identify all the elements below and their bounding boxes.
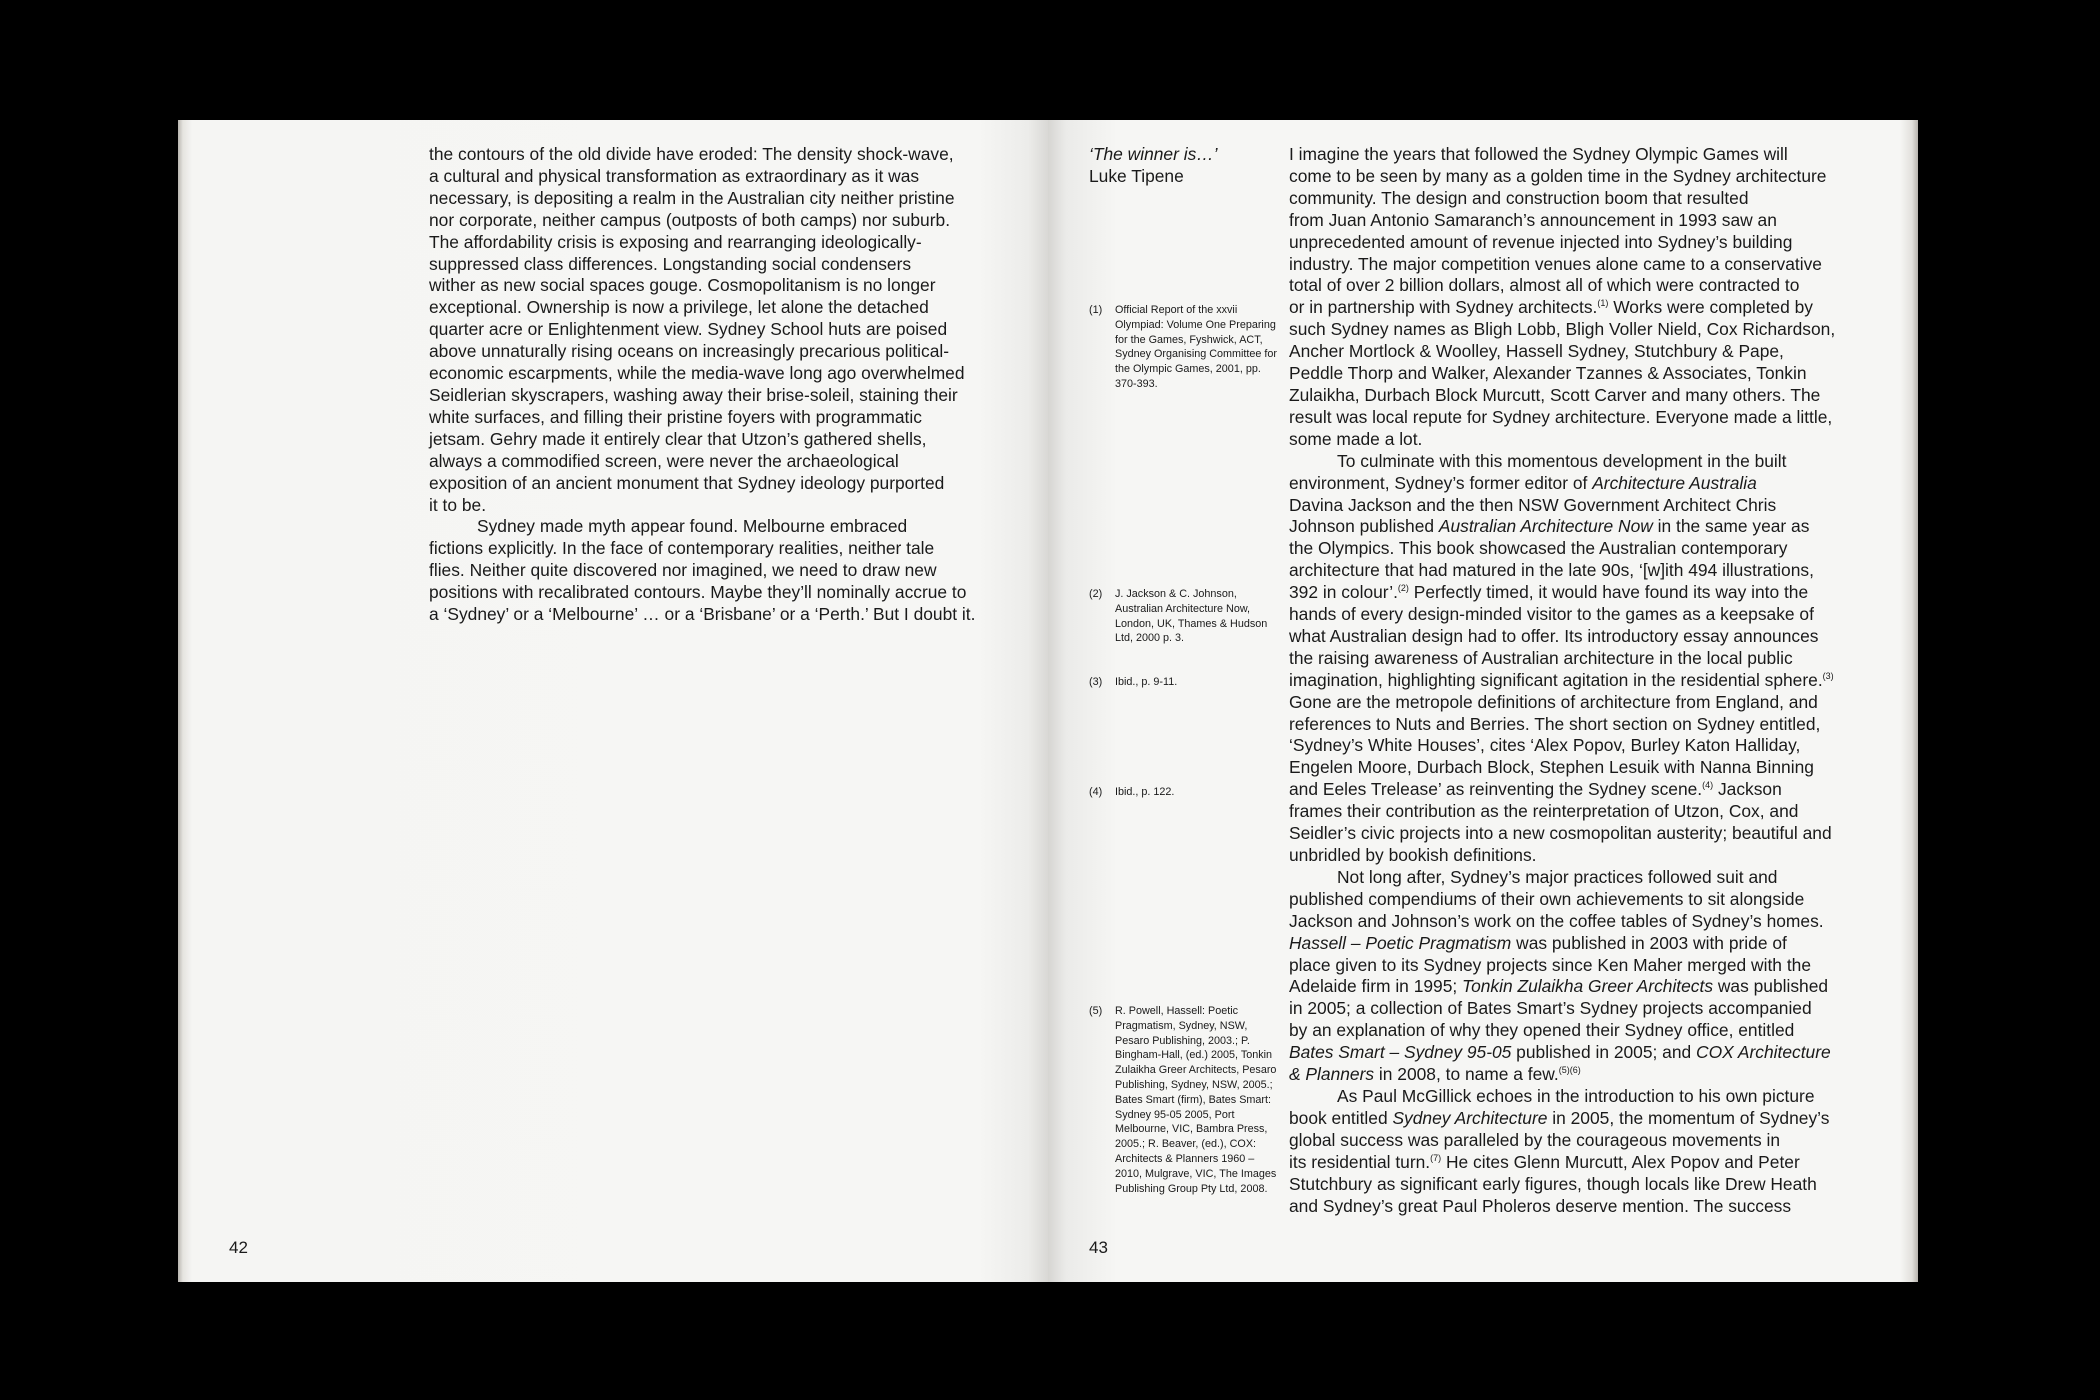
text-line: Peddle Thorp and Walker, Alexander Tzannes & Associates, Tonkin (1289, 363, 1807, 384)
footnote (1089, 675, 1279, 690)
text-line: As Paul McGillick echoes in the introduction to his own picture (1337, 1085, 1815, 1106)
text-line: the contours of the old divide have eroded: The density shock-wave, (429, 144, 954, 164)
text-line: flies. Neither quite discovered nor imagined, we need to draw new (429, 560, 937, 581)
footnote-number: (5) (1089, 1005, 1103, 1017)
text-line: Davina Jackson and the then NSW Government Architect Chris (1289, 494, 1777, 515)
text-line: Seidler’s civic projects into a new cosmopolitan austerity; beautiful and (1289, 823, 1832, 844)
footnote-number: (3) (1089, 676, 1103, 688)
essay-author: Luke Tipene (1089, 165, 1184, 186)
text-line: the Olympics. This book showcased the Australian contemporary (1289, 538, 1788, 559)
text-line: architecture that had matured in the late 90s, ‘[w]ith 494 illustrations, (1289, 560, 1814, 581)
text-line: total of over 2 billion dollars, almost all of which were contracted to (1289, 275, 1800, 296)
text-line: come to be seen by many as a golden time in the Sydney architecture (1289, 165, 1827, 186)
text-line: place given to its Sydney projects since Ken Maher merged with the (1289, 954, 1811, 975)
footnote-text: Official Report of the xxvii Olympiad: Volume One Preparing for the Games, Fyshwick, ACT, Sydney Organising Committee for the Olympic Games, 2001, pp. 370-393. (1115, 304, 1278, 390)
text-line: & Planners in 2008, to name a few.$^{(5)(6)}$ (1289, 1064, 1581, 1085)
page-number-left: 42 (229, 1238, 248, 1257)
text-line: industry. The major competition venues alone came to a conservative (1289, 253, 1822, 274)
footnote (1089, 303, 1279, 392)
footnote-text: Ibid., p. 9-11. (1115, 676, 1178, 688)
text-line: published compendiums of their own achievements to sit alongside (1289, 888, 1805, 909)
text-line: Hassell – Poetic Pragmatism was published in 2003 with pride of (1289, 932, 1787, 953)
text-line: Not long after, Sydney’s major practices followed suit and (1337, 866, 1778, 887)
text-line: Ancher Mortlock & Woolley, Hassell Sydney, Stutchbury & Pape, (1289, 341, 1784, 362)
footnote-ref: (2) (1397, 583, 1409, 594)
text-line: 392 in colour’.$^{(2)}$ Perfectly timed, it would have found its way into the (1289, 582, 1809, 603)
text-line: nor corporate, neither campus (outposts of both camps) nor suburb. (429, 209, 951, 230)
text-line: quarter acre or Enlightenment view. Sydney School huts are poised (429, 319, 948, 340)
text-line: environment, Sydney’s former editor of Architecture Australia (1289, 472, 1757, 493)
text-line: what Australian design had to offer. Its introductory essay announces (1289, 625, 1819, 646)
footnote-number: (1) (1089, 304, 1103, 316)
footnote-number: (2) (1089, 588, 1103, 600)
text-line: such Sydney names as Bligh Lobb, Bligh Voller Nield, Cox Richardson, (1289, 319, 1836, 340)
text-line: or in partnership with Sydney architects.$^{(1)}$ Works were completed by (1289, 297, 1813, 318)
text-line: exposition of an ancient monument that Sydney ideology purported (429, 472, 945, 493)
text-line: book entitled Sydney Architecture in 2005, the momentum of Sydney’s (1289, 1107, 1830, 1128)
footnote-text: R. Powell, Hassell: Poetic Pragmatism, Sydney, NSW, Pesaro Publishing, 2003.; P. Bingham-Hall, (ed.) 2005, Tonkin Zulaikha Greer Architects, Pesaro Publishing, Sydney, NSW, 2005.; Bates Smart (firm), Bates Smart: Sydney 95-05 2005, Port Melbourne, VIC, Bambra Press, 2005.; R. Beaver, (ed.), COX: Architects & Planners 1960 – 2010, Mulgrave, VIC, The Images Publishing Group Pty Ltd, 2008. (1115, 1005, 1277, 1195)
footnote-ref: (7) (1430, 1152, 1442, 1163)
text-line: a ‘Sydney’ or a ‘Melbourne’ … or a ‘Brisbane’ or a ‘Perth.’ But I doubt it. (429, 604, 976, 625)
text-line: ‘Sydney’s White Houses’, cites ‘Alex Popov, Burley Katon Halliday, (1289, 735, 1801, 756)
essay-heading (1089, 144, 1269, 188)
text-line: Jackson and Johnson’s work on the coffee tables of Sydney’s homes. (1289, 910, 1824, 931)
text-line: hands of every design-minded visitor to the games as a keepsake of (1289, 604, 1814, 625)
text-line: I imagine the years that followed the Sydney Olympic Games will (1289, 144, 1788, 164)
text-line: Seidlerian skyscrapers, washing away their brise-soleil, staining their (429, 384, 958, 405)
footnote-ref: (3) (1822, 670, 1834, 681)
text-line: it to be. (429, 494, 487, 515)
text-line: Johnson published Australian Architecture Now in the same year as (1289, 516, 1810, 537)
text-line: its residential turn.$^{(7)}$ He cites Glenn Murcutt, Alex Popov and Peter (1289, 1151, 1800, 1172)
text-line: references to Nuts and Berries. The short section on Sydney entitled, (1289, 713, 1821, 734)
text-line: community. The design and construction boom that resulted (1289, 187, 1749, 208)
footnote (1089, 587, 1279, 646)
text-line: exceptional. Ownership is now a privilege, let alone the detached (429, 297, 929, 318)
text-line: above unnaturally rising oceans on increasingly precarious political- (429, 341, 950, 362)
text-line: the raising awareness of Australian architecture in the local public (1289, 647, 1793, 668)
footnote-ref: (5)(6) (1558, 1065, 1581, 1076)
text-line: global success was paralleled by the courageous movements in (1289, 1129, 1781, 1150)
text-line: Engelen Moore, Durbach Block, Stephen Lesuik with Nanna Binning (1289, 757, 1814, 778)
text-line: imagination, highlighting significant agitation in the residential sphere.$^{(3)}$ (1289, 669, 1834, 690)
text-line: positions with recalibrated contours. Maybe they’ll nominally accrue to (429, 582, 967, 603)
text-line: suppressed class differences. Longstanding social condensers (429, 253, 912, 274)
text-line: frames their contribution as the reinterpretation of Utzon, Cox, and (1289, 801, 1799, 822)
text-line: Sydney made myth appear found. Melbourne embraced (477, 516, 908, 537)
text-line: and Eeles Trelease’ as reinventing the Sydney scene.$^{(4)}$ Jackson (1289, 779, 1782, 800)
text-line: jetsam. Gehry made it entirely clear that Utzon’s gathered shells, (429, 428, 927, 449)
footnote-number: (4) (1089, 786, 1103, 798)
text-line: The affordability crisis is exposing and rearranging ideologically- (429, 231, 922, 252)
text-line: Bates Smart – Sydney 95-05 published in 2005; and COX Architecture (1289, 1042, 1831, 1063)
text-line: and Sydney’s great Paul Pholeros deserve mention. The success (1289, 1195, 1792, 1216)
text-line: white surfaces, and filling their pristine foyers with programmatic (429, 406, 922, 427)
text-line: unprecedented amount of revenue injected into Sydney’s building (1289, 231, 1793, 252)
right-page-body (1289, 144, 1909, 1217)
text-line: always a commodified screen, were never the archaeological (429, 450, 899, 471)
text-line: result was local repute for Sydney architecture. Everyone made a little, (1289, 406, 1833, 427)
text-line: economic escarpments, while the media-wave long ago overwhelmed (429, 363, 965, 384)
text-line: fictions explicitly. In the face of contemporary realities, neither tale (429, 538, 935, 559)
text-line: wither as new social spaces gouge. Cosmopolitanism is no longer (429, 275, 936, 296)
text-line: Stutchbury as significant early figures, though locals like Drew Heath (1289, 1173, 1817, 1194)
text-line: by an explanation of why they opened their Sydney office, entitled (1289, 1020, 1795, 1041)
essay-title: ‘The winner is…’ (1089, 144, 1218, 164)
text-line: a cultural and physical transformation as extraordinary as it was (429, 165, 920, 186)
footnote (1089, 785, 1279, 800)
left-page-body (429, 144, 1029, 626)
text-line: Zulaikha, Durbach Block Murcutt, Scott Carver and many others. The (1289, 384, 1821, 405)
text-line: necessary, is depositing a realm in the Australian city neither pristine (429, 187, 955, 208)
text-line: from Juan Antonio Samaranch’s announcement in 1993 saw an (1289, 209, 1777, 230)
footnote-text: Ibid., p. 122. (1115, 786, 1175, 798)
footnote-ref: (1) (1597, 298, 1609, 309)
footnote-text: J. Jackson & C. Johnson, Australian Architecture Now, London, UK, Thames & Hudson Ltd, 2000 p. 3. (1115, 588, 1268, 645)
page-number-right: 43 (1089, 1238, 1108, 1257)
footnote (1089, 1004, 1279, 1196)
text-line: Adelaide firm in 1995; Tonkin Zulaikha Greer Architects was published (1289, 976, 1829, 997)
text-line: some made a lot. (1289, 428, 1423, 449)
footnote-ref: (4) (1702, 780, 1714, 791)
text-line: unbridled by bookish definitions. (1289, 845, 1537, 865)
text-line: in 2005; a collection of Bates Smart’s Sydney projects accompanied (1289, 998, 1812, 1019)
text-line: Gone are the metropole definitions of architecture from England, and (1289, 691, 1818, 712)
text-line: To culminate with this momentous development in the built (1337, 450, 1787, 471)
